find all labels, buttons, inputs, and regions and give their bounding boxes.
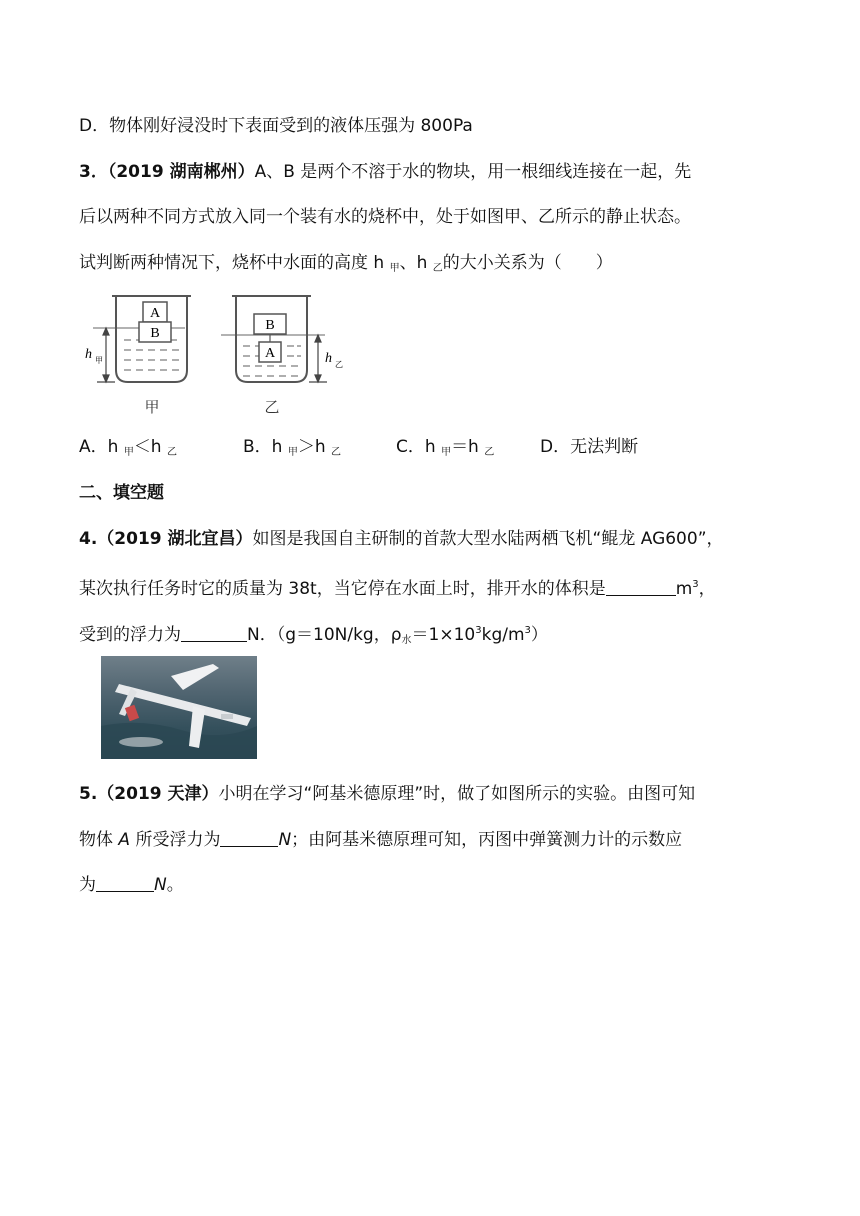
figure-label-yi: 乙: [264, 398, 280, 416]
q4-sup-unit: 3: [524, 625, 531, 636]
q5-text-2b: 所受浮力为: [130, 830, 221, 850]
q5-line-1: [79, 782, 695, 806]
q4-sub-water: 水: [401, 635, 412, 646]
q5-number: 5.: [79, 784, 98, 804]
seaplane-illustration: [101, 656, 257, 759]
q4-blank-volume[interactable]: [606, 578, 676, 596]
q5-blank-buoyancy[interactable]: [220, 829, 278, 847]
q4-line-1: [79, 527, 724, 551]
opt-c-mid: ＝h: [451, 437, 485, 457]
q5-object-a: A: [118, 830, 131, 850]
opt-b-sub1: 甲: [287, 447, 298, 458]
block-b-yi-label: B: [265, 318, 275, 333]
seaplane-photo: [101, 656, 257, 759]
q3-number: 3．: [79, 162, 108, 182]
q4-text-3c: ＝1×10: [411, 625, 476, 645]
h-yi-sub: 乙: [335, 360, 343, 369]
block-a-yi-label: A: [264, 346, 276, 361]
q5-text-2c: ；由阿基米德原理可知，丙图中弹簧测力计的示数应: [291, 830, 683, 850]
q4-comma: ，: [698, 579, 716, 599]
q3-text-3b: 的大小关系为（ ）: [442, 253, 613, 273]
q4-text-3a: 受到的浮力为: [79, 625, 181, 645]
q4-sup-3: 3: [692, 579, 699, 590]
q4-unit-m: m: [675, 579, 693, 599]
q5-text-1: 小明在学习“阿基米德原理”时，做了如图所示的实验。由图可知: [218, 784, 696, 804]
opt-a-sub1: 甲: [123, 447, 134, 458]
beaker-figure: [79, 290, 379, 420]
q5-text-3a: 为: [79, 875, 96, 895]
q3-sub-yi: 乙: [432, 263, 443, 274]
q3-option-c: [396, 435, 494, 465]
q4-text-2a: 某次执行任务时它的质量为 38t，当它停在水面上时，排开水的体积是: [79, 579, 606, 599]
q3-line-3: [79, 251, 613, 281]
q3-line-1: [79, 160, 691, 184]
q3-sep: 、h: [399, 253, 433, 273]
q3-option-d: D．无法判断: [540, 437, 639, 457]
section-heading: 二、填空题: [79, 483, 164, 503]
beaker-yi: [232, 296, 311, 382]
q4-text-3e: ）: [530, 625, 548, 645]
q5-line-2: [79, 828, 682, 852]
opt-b-sub2: 乙: [331, 447, 342, 458]
q4-line-2: [79, 573, 716, 601]
q5-unit-n1: N: [278, 830, 292, 850]
q5-text-3b: 。: [166, 875, 184, 895]
q5-source: （2019 天津）: [97, 784, 219, 804]
figure-label-jia: 甲: [144, 398, 160, 416]
opt-a-mid: ＜h: [133, 437, 167, 457]
q3-line-2: 后以两种不同方式放入同一个装有水的烧杯中，处于如图甲、乙所示的静止状态。: [79, 207, 691, 227]
q3-sub-jia: 甲: [389, 263, 400, 274]
opt-a-prefix: A．h: [79, 437, 124, 457]
q5-unit-n2: N: [154, 875, 167, 895]
opt-b-prefix: B．h: [243, 437, 288, 457]
q4-blank-force[interactable]: [181, 624, 247, 642]
previous-option-d: D．物体刚好浸没时下表面受到的液体压强为 800Pa: [79, 116, 473, 136]
q3-option-b: [243, 435, 341, 465]
block-a-jia-label: A: [149, 306, 161, 321]
q4-line-3: [79, 619, 548, 653]
q3-option-a: [79, 435, 177, 465]
opt-c-sub1: 甲: [441, 447, 452, 458]
beaker-jia: [112, 296, 191, 382]
opt-b-mid: ＞h: [297, 437, 332, 457]
h-jia-letter: h: [85, 347, 92, 362]
opt-c-prefix: C．h: [396, 437, 442, 457]
q3-source: （2019 湖南郴州）: [107, 162, 255, 182]
q4-text-1: 如图是我国自主研制的首款大型水陆两栖飞机“鲲龙 AG600”，: [252, 529, 724, 549]
block-b-jia-label: B: [150, 326, 160, 341]
q4-text-3b: N．（g＝10N/kg，ρ: [247, 625, 402, 645]
opt-a-sub2: 乙: [167, 447, 177, 458]
q5-text-2a: 物体: [79, 830, 119, 850]
q5-blank-reading[interactable]: [96, 874, 154, 892]
q3-text-3a: 试判断两种情况下，烧杯中水面的高度 h: [79, 253, 390, 273]
height-arrow-jia: [97, 328, 115, 382]
q4-text-3d: kg/m: [481, 625, 525, 645]
q4-sup-exp: 3: [475, 625, 482, 636]
q5-line-3: [79, 873, 184, 897]
opt-c-sub2: 乙: [484, 447, 495, 458]
h-jia-sub: 甲: [95, 356, 103, 365]
q3-text-1: A、B 是两个不溶于水的物块，用一根细线连接在一起，先: [254, 162, 692, 182]
h-yi-letter: h: [325, 351, 332, 366]
q4-source: （2019 湖北宜昌）: [97, 529, 253, 549]
q4-number: 4.: [79, 529, 98, 549]
